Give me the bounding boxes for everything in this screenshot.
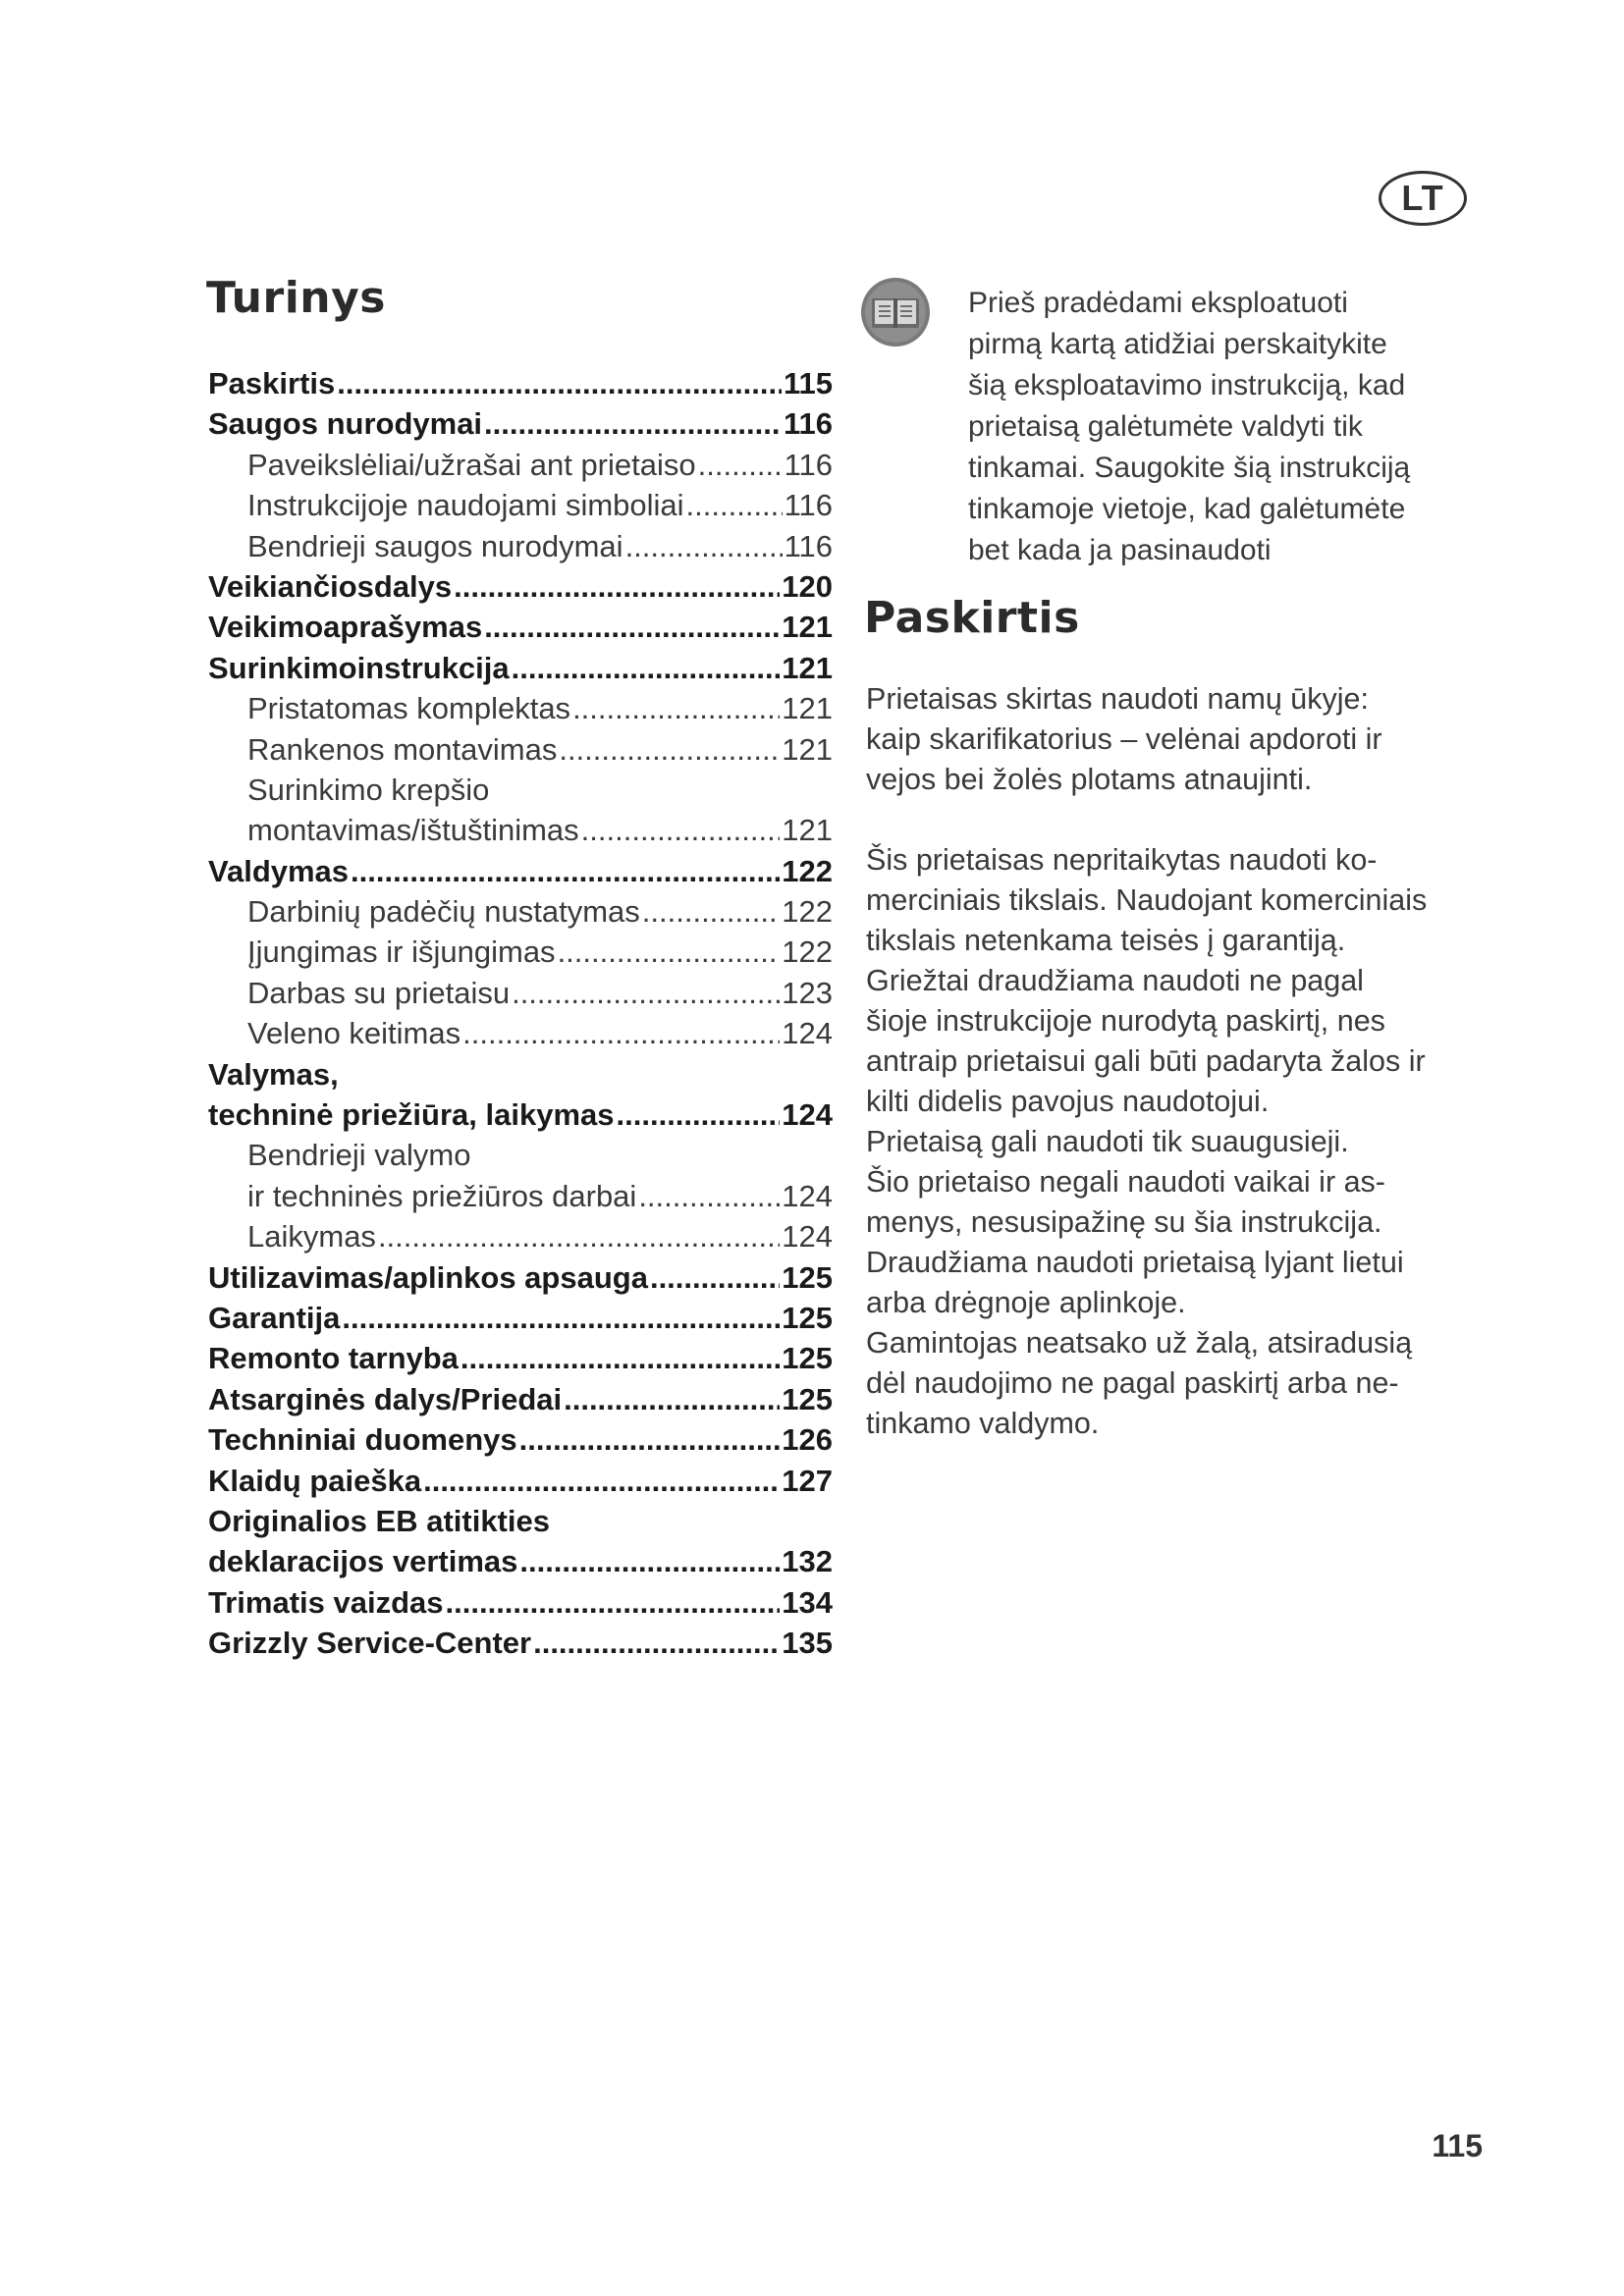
toc-entry-label: Rankenos montavimas [247,731,558,767]
toc-entry-label: Valymas, [208,1056,339,1092]
toc-entry-page: 124 [782,1178,833,1213]
toc-entry-label: Originalios EB atitikties [208,1503,550,1538]
toc-leader-dots [572,688,780,728]
toc-entry [208,1135,833,1175]
toc-entry [208,1419,833,1460]
purpose-line: tikslais netenkama teisės į garantiją. [866,924,1346,957]
toc-entry-label: Valdymas [208,853,350,888]
toc-leader-dots [454,566,780,607]
purpose-line: Prietaisas skirtas naudoti namų ūkyje: [866,682,1369,716]
purpose-line: Prietaisą gali naudoti tik suaugusieji. [866,1125,1349,1158]
toc-entry-label: Pristatomas komplektas [247,691,571,726]
page-number: 115 [1432,2128,1483,2163]
toc-leader-dots [446,1582,781,1623]
purpose-line: kilti didelis pavojus naudotojui. [866,1085,1270,1118]
toc-entry-page: 135 [782,1626,833,1661]
toc-entry [208,566,833,607]
toc-entry-page: 124 [782,1097,833,1133]
purpose-line: Gamintojas neatsako už žalą, atsiradusią [866,1326,1413,1360]
toc-entry [208,485,833,525]
book-icon [860,277,931,347]
toc-entry-page: 122 [782,934,833,970]
toc-entry-page: 127 [782,1463,833,1498]
toc-leader-dots [617,1095,781,1135]
toc-entry-page: 116 [783,406,833,442]
intro-line: prietaisą galėtumėte valdyti tik [968,410,1363,443]
toc-leader-dots [642,891,780,932]
toc-leader-dots [519,1419,781,1460]
toc-entry-label: Garantija [208,1300,341,1335]
toc-entry [208,1338,833,1378]
toc-entry [208,1379,833,1419]
toc-entry [208,932,833,972]
toc-entry [208,891,833,932]
toc-entry [208,1501,833,1541]
toc-entry-page: 134 [782,1584,833,1620]
toc-leader-dots [559,729,780,770]
toc-entry-page: 122 [782,853,833,888]
toc-leader-dots [378,1216,780,1256]
toc-entry [208,1095,833,1135]
toc-entry-label: Laikymas [247,1219,376,1255]
toc-entry-page: 120 [782,568,833,604]
toc-leader-dots [351,851,780,891]
toc-entry-label: montavimas/ištuštinimas [247,813,579,848]
toc-entry [208,607,833,647]
toc-leader-dots [337,363,782,403]
intro-line: pirmą kartą atidžiai perskaitykite [968,328,1387,360]
toc-title: Turinys [206,273,386,323]
toc-leader-dots [484,403,782,444]
intro-line: tinkamai. Saugokite šią instrukciją [968,452,1411,484]
toc-entry-label: Atsarginės dalys/Priedai [208,1381,563,1416]
purpose-line: merciniais tikslais. Naudojant komerciniais [866,883,1428,917]
purpose-line: Draudžiama naudoti prietaisą lyjant lietui [866,1246,1404,1279]
toc-entry [208,363,833,403]
toc-entry [208,445,833,485]
toc-leader-dots [512,973,780,1013]
toc-entry-page: 116 [784,528,833,563]
toc-entry [208,526,833,566]
toc-entry-label: Trimatis vaizdas [208,1584,444,1620]
toc-entry-label: Saugos nurodymai [208,406,483,442]
toc-entry [208,770,833,810]
toc-entry-label: deklaracijos vertimas [208,1544,518,1579]
toc-entry-label: Bendrieji saugos nurodymai [247,528,623,563]
toc-entry-page: 115 [783,366,833,400]
toc-entry-page: 121 [782,731,833,767]
toc-entry-page: 121 [782,691,833,726]
toc-leader-dots [519,1541,780,1581]
purpose-body [866,679,1494,1444]
toc-entry [208,810,833,850]
intro-line: bet kada ja pasinaudoti [968,534,1272,566]
toc-entry [208,648,833,688]
toc-entry-page: 121 [782,610,833,645]
purpose-line: dėl naudojimo ne pagal paskirtį arba ne- [866,1366,1399,1400]
toc-entry-label: Darbas su prietaisu [247,975,511,1010]
toc-entry-page: 124 [782,1016,833,1051]
toc-leader-dots [460,1338,780,1378]
purpose-line: Griežtai draudžiama naudoti ne pagal [866,964,1364,997]
toc-entry [208,1623,833,1663]
toc-entry-page: 125 [782,1300,833,1335]
toc-entry-page: 123 [782,975,833,1010]
toc-leader-dots [686,485,783,525]
toc-leader-dots [462,1013,780,1053]
purpose-line: Šio prietaiso negali naudoti vaikai ir as- [866,1165,1385,1199]
toc-entry-label: techninė priežiūra, laikymas [208,1097,615,1133]
toc-entry [208,1176,833,1216]
toc-entry-label: Veikimoaprašymas [208,610,483,645]
toc-entry-label: Instrukcijoje naudojami simboliai [247,488,684,523]
toc-entry-page: 121 [782,650,833,685]
purpose-line: šioje instrukcijoje nurodytą paskirtį, nes [866,1004,1385,1038]
intro-line: šią eksploatavimo instrukciją, kad [968,369,1406,401]
toc-entry-label: Surinkimoinstrukcija [208,650,510,685]
toc-entry-label: Įjungimas ir išjungimas [247,934,556,970]
toc-entry-label: Remonto tarnyba [208,1341,459,1376]
paragraph-gap [866,800,1494,840]
toc-entry [208,973,833,1013]
toc-entry [208,1257,833,1298]
toc-leader-dots [581,810,781,850]
toc-entry-page: 124 [782,1219,833,1255]
toc-entry [208,1054,833,1095]
toc-leader-dots [423,1461,780,1501]
toc-entry-label: Bendrieji valymo [247,1138,471,1173]
purpose-line: antraip prietaisui gali būti padaryta žalos ir [866,1044,1426,1078]
toc-leader-dots [625,526,783,566]
toc-entry-page: 125 [782,1341,833,1376]
toc-entry [208,688,833,728]
toc-entry [208,1013,833,1053]
purpose-title: Paskirtis [864,593,1080,643]
language-badge: LT [1379,171,1467,226]
toc-entry [208,1216,833,1256]
toc-entry-page: 125 [782,1259,833,1295]
toc-leader-dots [533,1623,780,1663]
toc-leader-dots [650,1257,780,1298]
toc-entry-label: Paveikslėliai/užrašai ant prietaiso [247,447,696,482]
toc-entry-label: Klaidų paieška [208,1463,422,1498]
toc-entry-page: 125 [782,1381,833,1416]
purpose-line: vejos bei žolės plotams atnaujinti. [866,763,1313,796]
intro-line: Prieš pradėdami eksploatuoti [968,287,1348,319]
toc-entry-label: Veleno keitimas [247,1016,461,1051]
toc-entry-page: 116 [784,447,833,482]
toc-entry [208,1298,833,1338]
toc-entry [208,729,833,770]
toc-entry-label: ir techninės priežiūros darbai [247,1178,637,1213]
toc-leader-dots [564,1379,780,1419]
toc-entry [208,403,833,444]
toc-leader-dots [342,1298,780,1338]
toc-leader-dots [484,607,780,647]
toc-entry-page: 126 [782,1422,833,1458]
toc-entry-page: 121 [782,813,833,848]
toc-entry-label: Paskirtis [208,366,336,400]
toc-entry-label: Techniniai duomenys [208,1422,517,1458]
table-of-contents [208,363,833,1664]
purpose-line: Šis prietaisas nepritaikytas naudoti ko- [866,843,1378,877]
toc-entry-page: 122 [782,894,833,930]
intro-line: tinkamoje vietoje, kad galėtumėte [968,493,1406,525]
toc-entry-label: Utilizavimas/aplinkos apsauga [208,1259,648,1295]
purpose-line: menys, nesusipažinę su šia instrukcija. [866,1205,1382,1239]
purpose-line: kaip skarifikatorius – velėnai apdoroti ir [866,722,1382,756]
toc-entry [208,1541,833,1581]
toc-entry [208,1582,833,1623]
toc-entry-label: Darbinių padėčių nustatymas [247,894,640,930]
toc-entry-label: Veikiančiosdalys [208,568,453,604]
purpose-line: tinkamo valdymo. [866,1407,1100,1440]
toc-entry-label: Surinkimo krepšio [247,772,490,807]
intro-notice [968,283,1498,571]
toc-entry [208,851,833,891]
purpose-line: arba drėgnoje aplinkoje. [866,1286,1186,1319]
toc-leader-dots [698,445,783,485]
toc-entry-label: Grizzly Service-Center [208,1626,532,1661]
toc-entry-page: 116 [784,488,833,523]
toc-leader-dots [638,1176,780,1216]
toc-entry-page: 132 [782,1544,833,1579]
toc-leader-dots [512,648,781,688]
toc-leader-dots [558,932,781,972]
toc-entry [208,1461,833,1501]
